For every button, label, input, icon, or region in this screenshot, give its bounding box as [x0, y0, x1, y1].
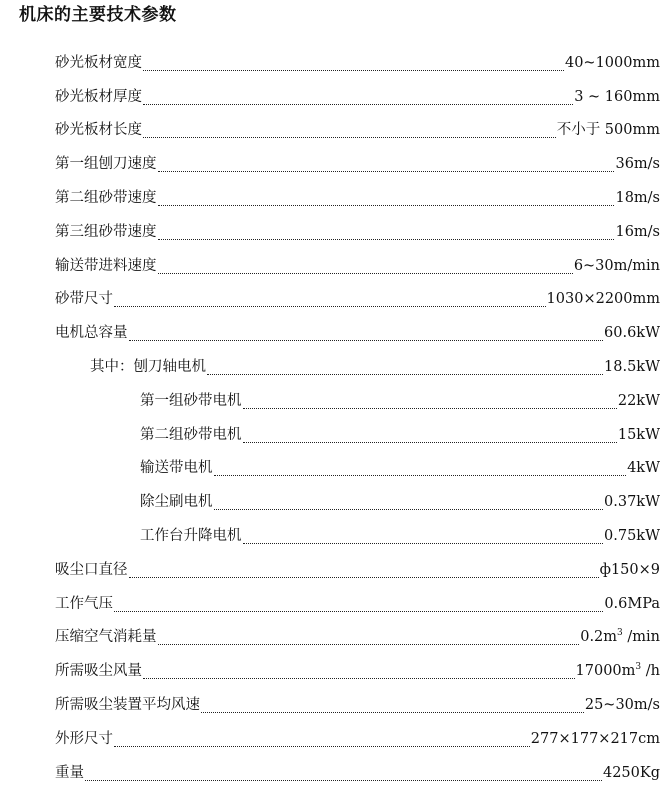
dot-leader	[243, 404, 617, 409]
spec-row	[0, 756, 660, 790]
dot-leader	[243, 438, 617, 443]
spec-value	[615, 188, 660, 208]
spec-value-main: 36m/s	[615, 156, 660, 173]
spec-value-main: 4250Kg	[602, 764, 660, 781]
spec-value-main: 1030×2200mm	[546, 291, 660, 308]
spec-value	[547, 289, 660, 309]
spec-value	[565, 53, 660, 73]
dot-leader	[201, 708, 584, 713]
spec-label: 输送带进料速度	[55, 257, 157, 274]
spec-value	[574, 87, 660, 107]
spec-value-main: 3 ~ 160mm	[574, 88, 660, 105]
dot-leader	[114, 302, 546, 307]
spec-value-superscript: 3	[617, 628, 623, 639]
spec-value-superscript: 3	[635, 662, 642, 673]
spec-value	[585, 695, 660, 715]
dot-leader	[158, 269, 573, 274]
spec-row	[0, 452, 660, 486]
spec-value	[618, 425, 660, 445]
spec-label: 第二组砂带电机	[140, 426, 242, 443]
spec-value	[604, 357, 660, 377]
spec-label: 砂光板材宽度	[55, 54, 142, 71]
spec-row	[0, 688, 660, 722]
spec-label: 工作气压	[55, 595, 113, 612]
dot-leader	[207, 370, 603, 375]
spec-value-main: ф150×9	[599, 561, 660, 578]
spec-row	[0, 147, 660, 181]
spec-value-main: 25~30m/s	[584, 697, 660, 714]
spec-row	[0, 181, 660, 215]
spec-value	[627, 458, 660, 478]
dot-leader	[243, 539, 604, 544]
spec-row	[0, 114, 660, 148]
spec-value-main: 0.2m	[580, 629, 618, 646]
spec-value-suffix: /min	[622, 629, 660, 646]
spec-value	[574, 256, 660, 276]
spec-value-main: 18.5kW	[604, 359, 660, 376]
spec-row	[0, 621, 660, 655]
spec-label: 第一组刨刀速度	[55, 156, 157, 173]
spec-value-main: 0.37kW	[604, 494, 660, 511]
spec-value	[603, 763, 660, 783]
dot-leader	[143, 66, 564, 71]
spec-row	[0, 553, 660, 587]
dot-leader	[114, 742, 530, 747]
spec-row	[0, 283, 660, 317]
spec-label: 其中：刨刀轴电机	[90, 359, 206, 376]
spec-row	[0, 722, 660, 756]
dot-leader	[158, 235, 615, 240]
spec-value	[604, 526, 660, 546]
dot-leader	[114, 607, 603, 612]
dot-leader	[214, 505, 604, 510]
spec-label: 第三组砂带速度	[55, 223, 157, 240]
spec-value-main: 18m/s	[615, 190, 660, 207]
spec-value	[615, 154, 660, 174]
spec-value	[576, 661, 660, 681]
spec-value-main: 0.75kW	[604, 528, 660, 545]
spec-row	[0, 249, 660, 283]
spec-value	[615, 222, 660, 242]
spec-value-main: 22kW	[617, 392, 660, 409]
spec-label: 工作台升降电机	[140, 528, 242, 545]
spec-label: 吸尘口直径	[55, 561, 128, 578]
dot-leader	[143, 674, 575, 679]
spec-label: 输送带电机	[140, 460, 213, 477]
dot-leader	[129, 573, 599, 578]
spec-label: 外形尺寸	[55, 730, 113, 747]
spec-row	[0, 215, 660, 249]
spec-value	[618, 391, 660, 411]
spec-row	[0, 316, 660, 350]
spec-row	[0, 654, 660, 688]
page-title: 机床的主要技术参数	[19, 5, 177, 25]
spec-value	[600, 560, 660, 580]
spec-value-main: 0.6MPa	[604, 595, 660, 612]
spec-label: 压缩空气消耗量	[55, 629, 157, 646]
dot-leader	[85, 776, 602, 781]
dot-leader	[158, 167, 615, 172]
dot-leader	[143, 133, 556, 138]
spec-label: 电机总容量	[55, 325, 128, 342]
spec-label: 所需吸尘装置平均风速	[55, 697, 200, 714]
spec-value-suffix: /h	[641, 663, 660, 680]
spec-value-main: 40~1000mm	[564, 54, 660, 71]
spec-value	[531, 729, 660, 749]
spec-value-main: 6~30m/min	[573, 257, 660, 274]
spec-value	[604, 492, 660, 512]
spec-value-main: 277×177×217cm	[530, 730, 660, 747]
spec-label: 砂光板材厚度	[55, 88, 142, 105]
spec-value	[604, 594, 660, 614]
spec-value-main: 15kW	[617, 426, 660, 443]
spec-label: 砂带尺寸	[55, 291, 113, 308]
spec-label: 重量	[55, 764, 84, 781]
spec-label: 砂光板材长度	[55, 122, 142, 139]
spec-value-main: 不小于 500mm	[556, 122, 660, 139]
spec-label: 除尘刷电机	[140, 494, 213, 511]
spec-value	[604, 323, 660, 343]
spec-label: 第二组砂带速度	[55, 190, 157, 207]
spec-row	[0, 485, 660, 519]
spec-value-main: 4kW	[627, 460, 660, 477]
spec-value	[580, 627, 660, 647]
spec-value-main: 60.6kW	[604, 325, 660, 342]
spec-label: 第一组砂带电机	[140, 392, 242, 409]
dot-leader	[214, 471, 627, 476]
spec-value	[557, 120, 660, 140]
dot-leader	[158, 201, 615, 206]
spec-row	[0, 587, 660, 621]
spec-row	[0, 80, 660, 114]
dot-leader	[158, 640, 580, 645]
spec-value-main: 17000m	[575, 663, 636, 680]
spec-row	[0, 418, 660, 452]
spec-row	[0, 46, 660, 80]
spec-value-main: 16m/s	[615, 223, 660, 240]
spec-list	[0, 46, 660, 790]
dot-leader	[129, 336, 604, 341]
spec-row	[0, 519, 660, 553]
spec-row	[0, 350, 660, 384]
dot-leader	[143, 100, 573, 105]
spec-row	[0, 384, 660, 418]
spec-label: 所需吸尘风量	[55, 663, 142, 680]
